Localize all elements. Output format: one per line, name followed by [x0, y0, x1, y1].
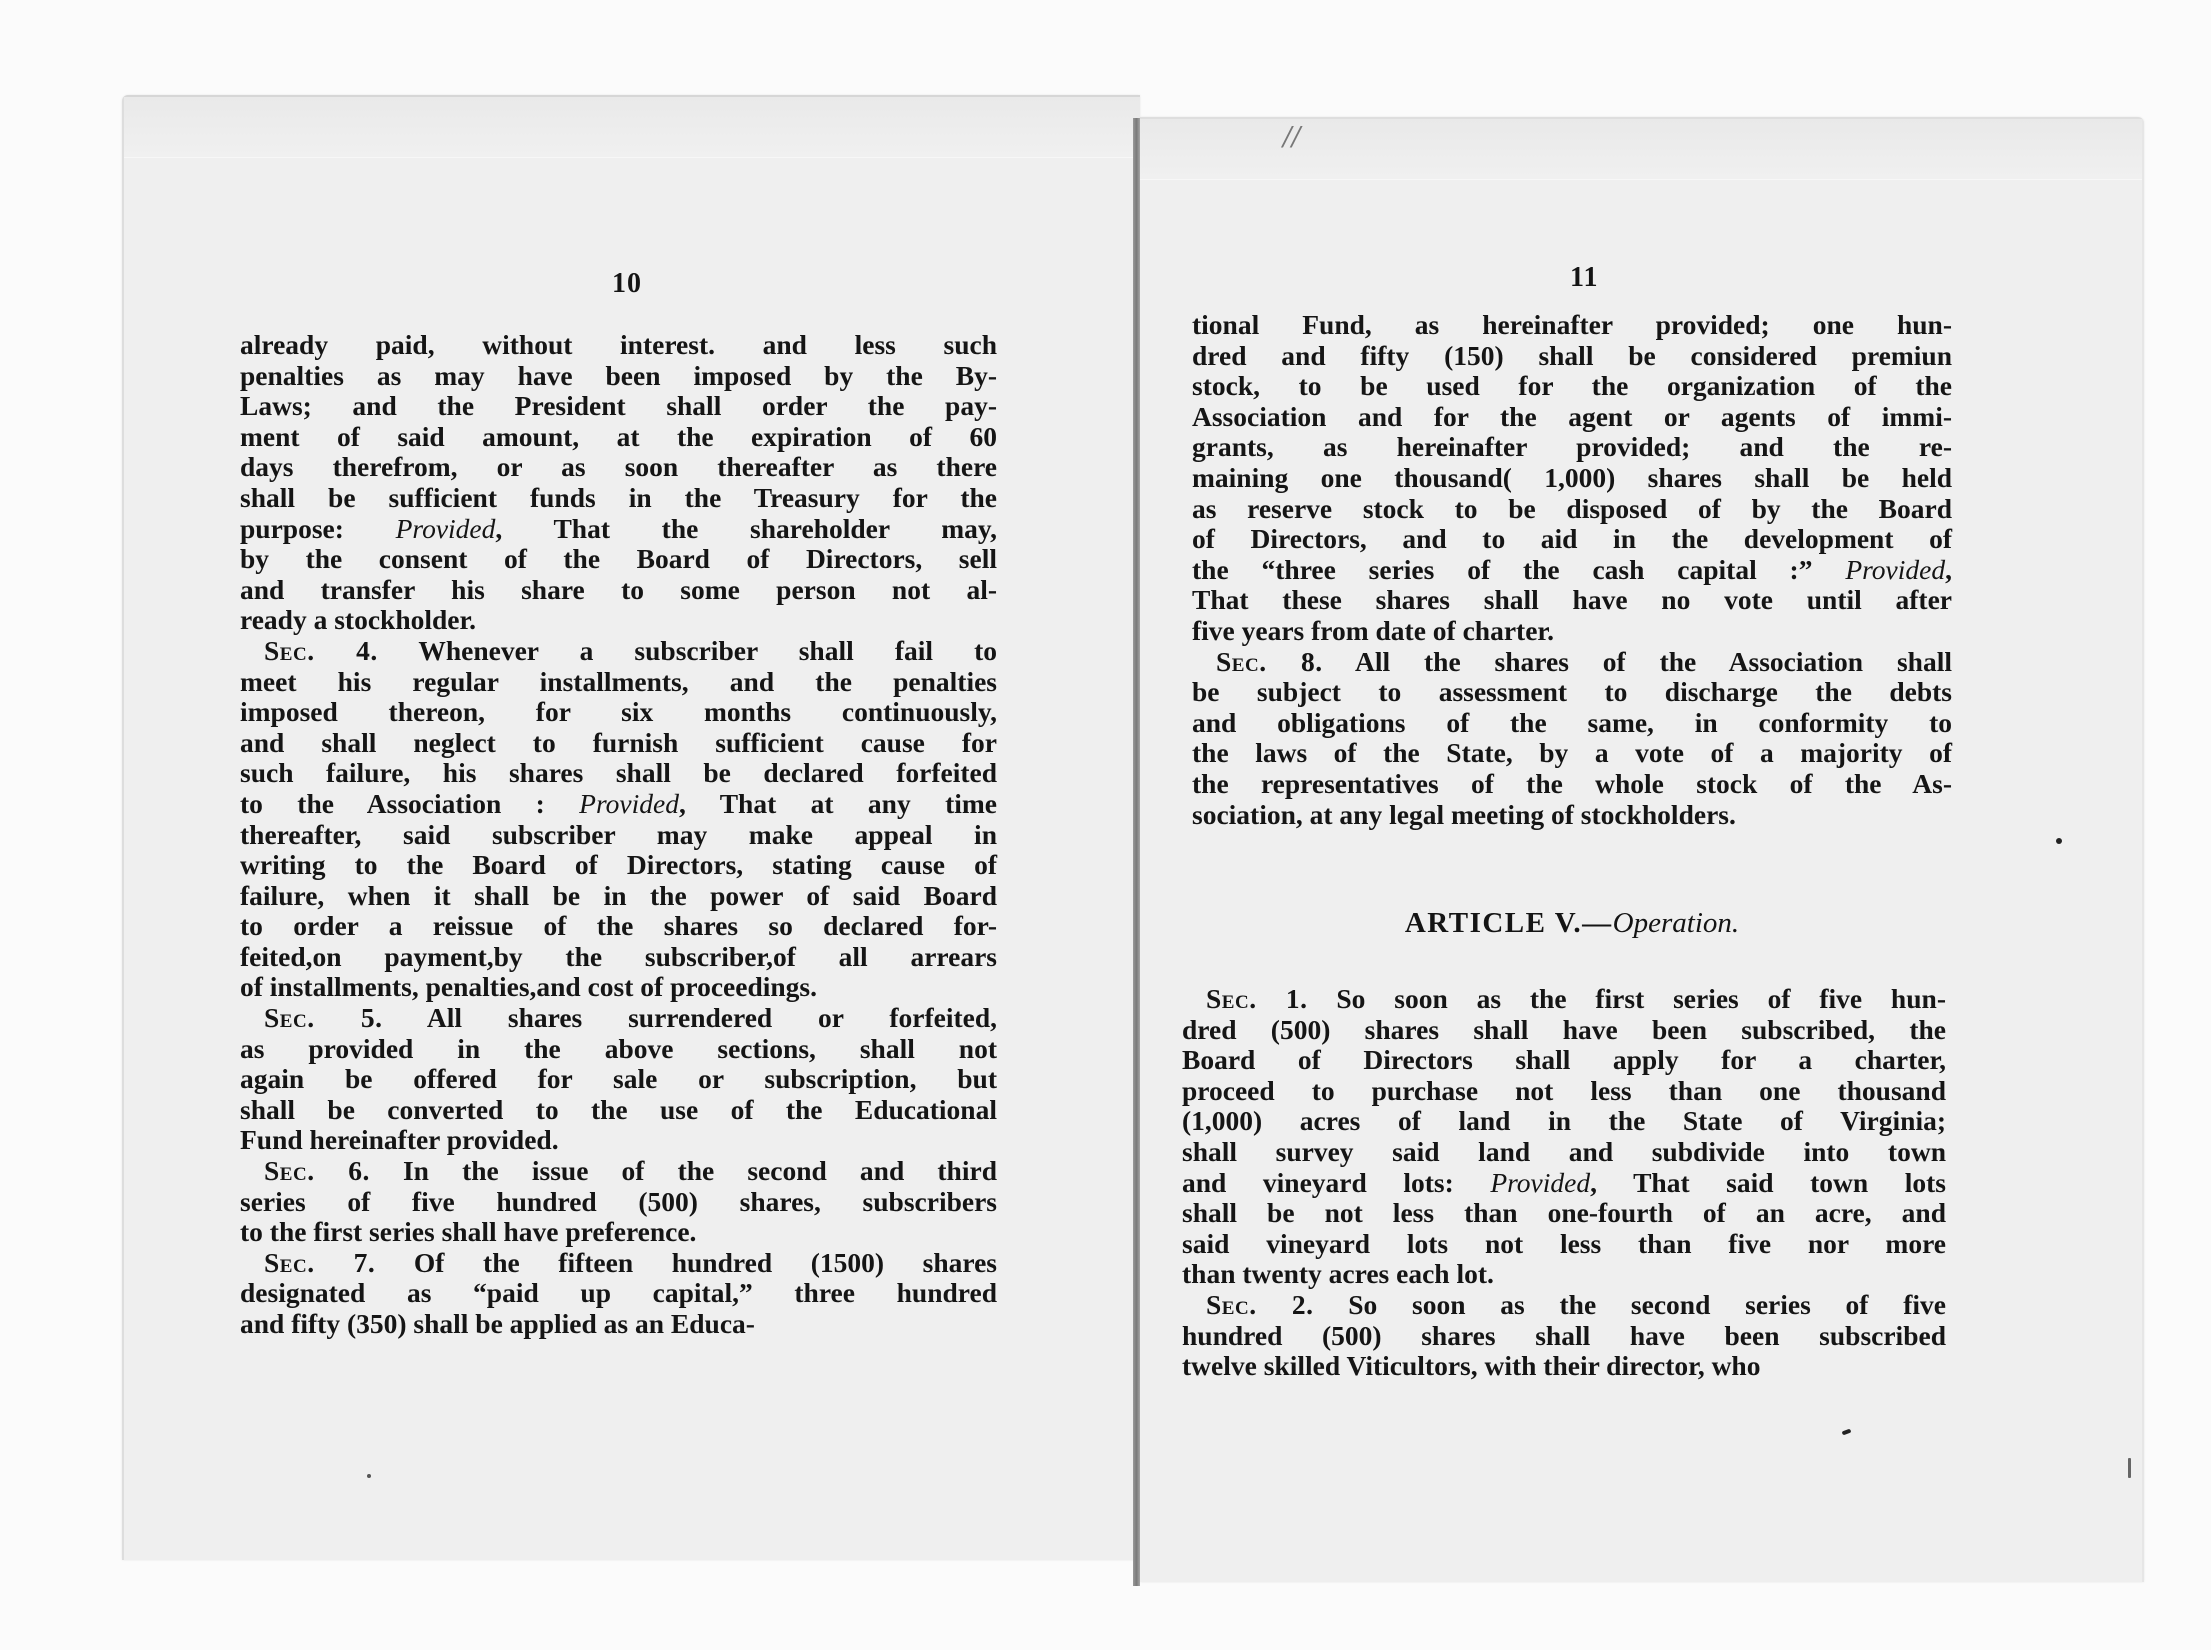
line-text: than twenty acres each lot.: [1182, 1258, 1494, 1290]
text-line: [1182, 1137, 1946, 1168]
line-text: tional Fund, as hereinafter provided; one hun-: [1192, 309, 1952, 340]
ink-speck: [367, 1474, 371, 1478]
text-line: [1192, 371, 1952, 402]
text-line: [1192, 769, 1952, 800]
line-text: as reserve stock to be disposed of by the Board: [1192, 492, 1952, 524]
line-text: shall be not less than one-fourth of an acre, and: [1182, 1197, 1946, 1229]
line-text: the laws of the State, by a vote of a majority of: [1192, 737, 1952, 769]
article-heading-subtitle: Operation.: [1612, 907, 1740, 939]
text-line: [1182, 1321, 1946, 1352]
line-text: sociation, at any legal meeting of stockholders.: [1192, 798, 1736, 830]
text-line: [1192, 432, 1952, 463]
text-line: [240, 1034, 997, 1065]
text-line: [240, 972, 997, 1003]
line-text: ment of said amount, at the expiration of 60: [240, 420, 997, 452]
line-text: In the issue of the second and third: [369, 1155, 997, 1187]
text-line: [240, 1217, 997, 1248]
line-text: All shares surrendered or forfeited,: [382, 1002, 997, 1034]
text-line: [240, 1125, 997, 1156]
text-line: [240, 575, 997, 606]
text-line: [240, 1064, 997, 1095]
text-line: [240, 636, 997, 667]
text-line: [1182, 1168, 1946, 1199]
text-line: [1182, 1045, 1946, 1076]
line-text: , That the shareholder may,: [495, 512, 998, 544]
text-line: [240, 1156, 997, 1187]
line-text: Of the fifteen hundred (1500) shares: [375, 1246, 997, 1278]
line-text: Laws; and the President shall order the pay-: [240, 390, 997, 422]
text-line: [1182, 1198, 1946, 1229]
line-text: five years from date of charter.: [1192, 614, 1554, 646]
italic-provided: Provided: [1845, 553, 1946, 585]
text-line: [240, 911, 997, 942]
line-text: All the shares of the Association shall: [1322, 645, 1952, 677]
line-text: dred and fifty (150) shall be considered premiun: [1192, 339, 1952, 371]
line-text: and transfer his share to some person not al-: [240, 573, 997, 605]
line-text: and vineyard lots:: [1182, 1166, 1491, 1198]
text-line: [240, 1187, 997, 1218]
line-text: to the first series shall have preference.: [240, 1216, 697, 1248]
line-text: twelve skilled Viticultors, with their director, who: [1182, 1350, 1761, 1382]
line-text: designated as “paid up capital,” three hundred: [240, 1277, 997, 1309]
text-line: [1182, 1290, 1946, 1321]
text-line: [1192, 494, 1952, 525]
line-text: Association and for the agent or agents of immi-: [1192, 400, 1952, 432]
line-text: Board of Directors shall apply for a charter,: [1182, 1044, 1946, 1076]
text-line: [240, 361, 997, 392]
line-text: already paid, without interest. and less such: [240, 329, 997, 360]
text-line: [1192, 402, 1952, 433]
text-line: [1192, 463, 1952, 494]
line-text: as provided in the above sections, shall not: [240, 1032, 997, 1064]
line-text: writing to the Board of Directors, stating cause of: [240, 849, 997, 881]
line-text: meet his regular installments, and the penalties: [240, 665, 997, 697]
line-text: and obligations of the same, in conformity to: [1192, 706, 1952, 738]
line-text: ,: [1945, 553, 1952, 585]
line-text: That these shares shall have no vote until after: [1192, 584, 1952, 616]
text-line: [1182, 1076, 1946, 1107]
line-text: of Directors, and to aid in the development of: [1192, 523, 1952, 555]
line-text: thereafter, said subscriber may make appeal in: [240, 818, 997, 850]
text-line: [240, 697, 997, 728]
line-text: failure, when it shall be in the power of said Board: [240, 879, 997, 911]
line-text: , That at any time: [678, 787, 997, 819]
line-text: shall be converted to the use of the Educational: [240, 1093, 997, 1125]
text-line: [240, 1248, 997, 1279]
line-text: said vineyard lots not less than five nor more: [1182, 1227, 1946, 1259]
line-text: purpose:: [240, 512, 396, 544]
text-line: [1182, 984, 1946, 1015]
line-text: imposed thereon, for six months continuously,: [240, 696, 997, 728]
text-line: [240, 789, 997, 820]
section-label: Sec. 8.: [1216, 645, 1323, 677]
section-label: Sec. 7.: [264, 1246, 376, 1278]
text-line: [240, 605, 997, 636]
line-text: stock, to be used for the organization of the: [1192, 370, 1952, 402]
text-line: [240, 422, 997, 453]
line-text: (1,000) acres of land in the State of Virginia;: [1182, 1105, 1946, 1137]
text-line: [240, 850, 997, 881]
section-label: Sec. 4.: [264, 634, 378, 666]
line-text: the “three series of the cash capital :”: [1192, 553, 1846, 585]
italic-provided: Provided: [1490, 1166, 1591, 1198]
text-line: [1192, 524, 1952, 555]
text-line: [240, 728, 997, 759]
article-heading-label: ARTICLE V.—: [1404, 907, 1613, 939]
line-text: hundred (500) shares shall have been subscribed: [1182, 1319, 1946, 1351]
italic-provided: Provided: [579, 787, 679, 819]
line-text: penalties as may have been imposed by the By-: [240, 359, 997, 391]
text-line: [1192, 677, 1952, 708]
line-text: ready a stockholder.: [240, 604, 477, 636]
text-line: [1182, 1351, 1946, 1382]
line-text: to order a reissue of the shares so declared for-: [240, 910, 997, 942]
text-line: [240, 330, 997, 361]
text-line: [240, 667, 997, 698]
text-line: [240, 544, 997, 575]
ink-speck: [2056, 838, 2062, 844]
text-line: [240, 514, 997, 545]
text-line: [240, 942, 997, 973]
text-line: [1182, 1259, 1946, 1290]
page-number-right: 11: [1570, 262, 1599, 293]
text-line: [240, 1095, 997, 1126]
text-line: [240, 758, 997, 789]
page-number-left: 10: [612, 268, 642, 299]
text-line: [240, 483, 997, 514]
text-line: [1192, 738, 1952, 769]
line-text: shall be sufficient funds in the Treasury for the: [240, 481, 997, 513]
line-text: So soon as the second series of five: [1313, 1288, 1946, 1320]
line-text: be subject to assessment to discharge the debts: [1192, 676, 1952, 708]
line-text: , That said town lots: [1590, 1166, 1946, 1198]
line-text: to the Association :: [240, 787, 580, 819]
line-text: So soon as the first series of five hun-: [1307, 983, 1946, 1014]
right-page-body-bottom: [1182, 984, 1946, 1382]
line-text: and fifty (350) shall be applied as an Educa-: [240, 1308, 755, 1339]
text-line: [240, 881, 997, 912]
line-text: Whenever a subscriber shall fail to: [377, 634, 997, 666]
section-label: Sec. 6.: [264, 1155, 370, 1187]
right-page-body-top: [1192, 310, 1952, 830]
text-line: [240, 1278, 997, 1309]
section-label: Sec. 2.: [1206, 1288, 1314, 1320]
section-label: Sec. 1.: [1206, 983, 1308, 1014]
text-line: [1192, 616, 1952, 647]
line-text: grants, as hereinafter provided; and the re-: [1192, 431, 1952, 463]
text-line: [1182, 1229, 1946, 1260]
text-line: [240, 1309, 997, 1340]
text-line: [240, 820, 997, 851]
section-label: Sec. 5.: [264, 1002, 383, 1034]
line-text: feited,on payment,by the subscriber,of all arrears: [240, 940, 997, 972]
line-text: and shall neglect to furnish sufficient cause for: [240, 726, 997, 758]
line-text: shall survey said land and subdivide into town: [1182, 1135, 1946, 1167]
line-text: Fund hereinafter provided.: [240, 1124, 559, 1156]
text-line: [1192, 555, 1952, 586]
text-line: [1192, 585, 1952, 616]
text-line: [1192, 341, 1952, 372]
edge-mark: [2128, 1458, 2131, 1478]
text-line: [240, 452, 997, 483]
line-text: by the consent of the Board of Directors, sell: [240, 543, 997, 575]
italic-provided: Provided: [395, 512, 496, 544]
text-line: [1192, 310, 1952, 341]
line-text: of installments, penalties,and cost of proceedings.: [240, 971, 818, 1003]
text-line: [1182, 1015, 1946, 1046]
page-top-band: [124, 97, 1140, 158]
text-line: [1192, 708, 1952, 739]
left-page-body: [240, 330, 997, 1340]
text-line: [1182, 1106, 1946, 1137]
line-text: proceed to purchase not less than one thousand: [1182, 1074, 1946, 1106]
text-line: [240, 391, 997, 422]
line-text: series of five hundred (500) shares, subscribers: [240, 1185, 997, 1217]
line-text: dred (500) shares shall have been subscribed, the: [1182, 1013, 1946, 1045]
text-line: [1192, 647, 1952, 678]
article-heading: [1192, 907, 1952, 940]
text-line: [240, 1003, 997, 1034]
pencil-mark: //: [1283, 122, 1301, 152]
line-text: days therefrom, or as soon thereafter as there: [240, 451, 997, 483]
line-text: such failure, his shares shall be declared forfeited: [240, 757, 997, 789]
line-text: maining one thousand( 1,000) shares shall be held: [1192, 461, 1952, 493]
book-gutter: [1133, 118, 1140, 1586]
line-text: the representatives of the whole stock of the As-: [1192, 767, 1952, 799]
text-line: [1192, 800, 1952, 831]
line-text: again be offered for sale or subscription, but: [240, 1063, 997, 1095]
